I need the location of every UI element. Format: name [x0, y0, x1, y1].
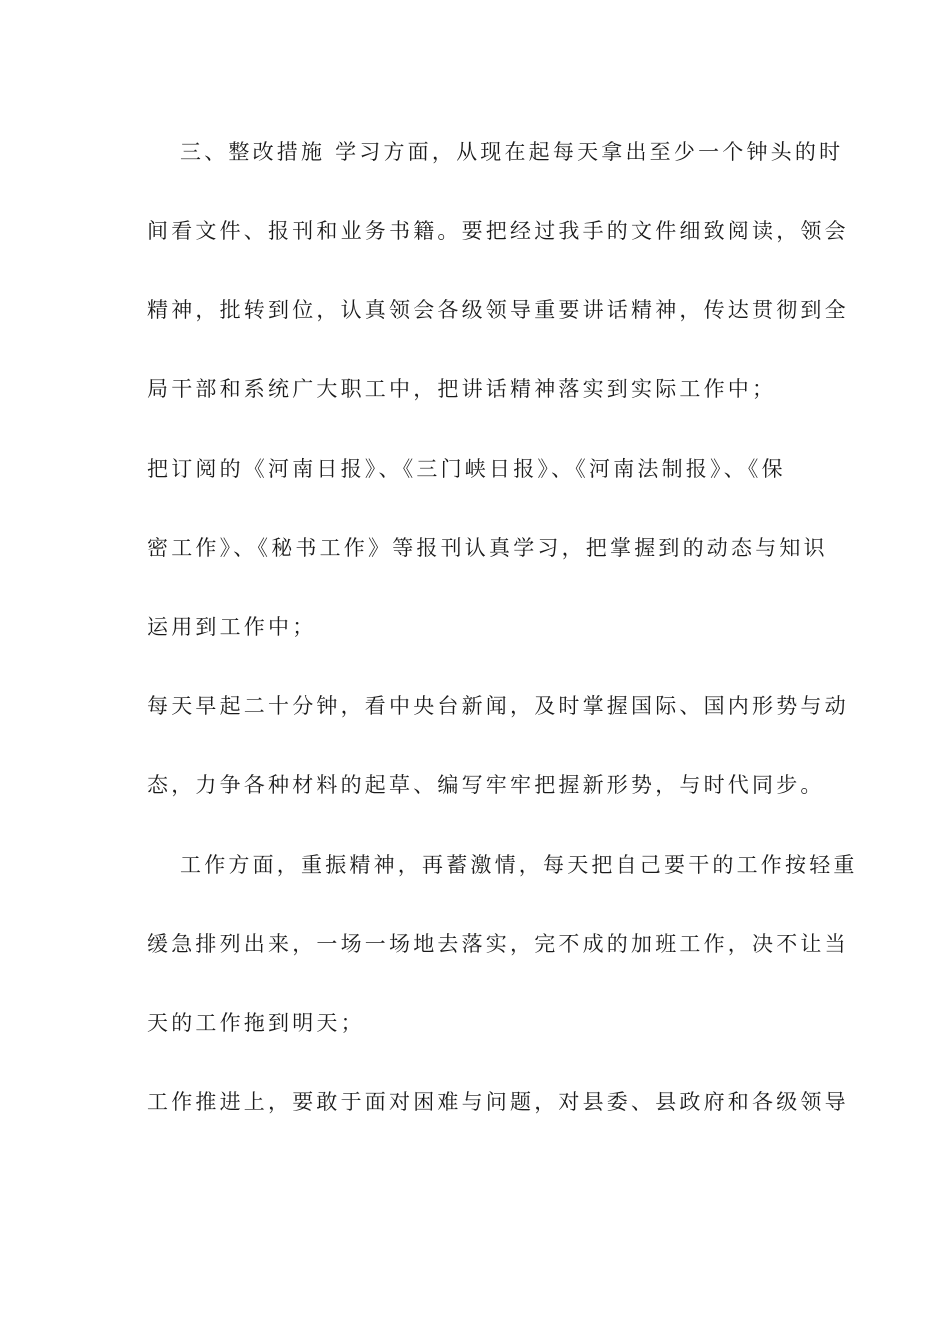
text-line: 工作方面，重振精神，再蓄激情，每天把自己要干的工作按轻重 [180, 853, 858, 877]
text-line: 精神，批转到位，认真领会各级领导重要讲话精神，传达贯彻到全 [147, 298, 849, 322]
text-line: 运用到工作中； [147, 615, 317, 639]
text-line: 间看文件、报刊和业务书籍。要把经过我手的文件细致阅读，领会 [147, 219, 849, 243]
text-line: 密工作》、《秘书工作》等报刊认真学习，把掌握到的动态与知识 [147, 536, 828, 560]
text-line: 天的工作拖到明天； [147, 1011, 365, 1035]
text-line: 把订阅的《河南日报》、《三门峡日报》、《河南法制报》、《保 [147, 457, 786, 481]
text-line: 工作推进上，要敢于面对困难与问题，对县委、县政府和各级领导 [147, 1090, 849, 1114]
text-line: 态，力争各种材料的起草、编写牢牢把握新形势，与时代同步。 [147, 773, 825, 797]
text-line: 三、整改措施 学习方面，从现在起每天拿出至少一个钟头的时 [180, 140, 844, 164]
text-line: 局干部和系统广大职工中，把讲话精神落实到实际工作中； [147, 377, 777, 401]
text-line: 缓急排列出来，一场一场地去落实，完不成的加班工作，决不让当 [147, 932, 849, 956]
text-line: 每天早起二十分钟，看中央台新闻，及时掌握国际、国内形势与动 [147, 694, 849, 718]
